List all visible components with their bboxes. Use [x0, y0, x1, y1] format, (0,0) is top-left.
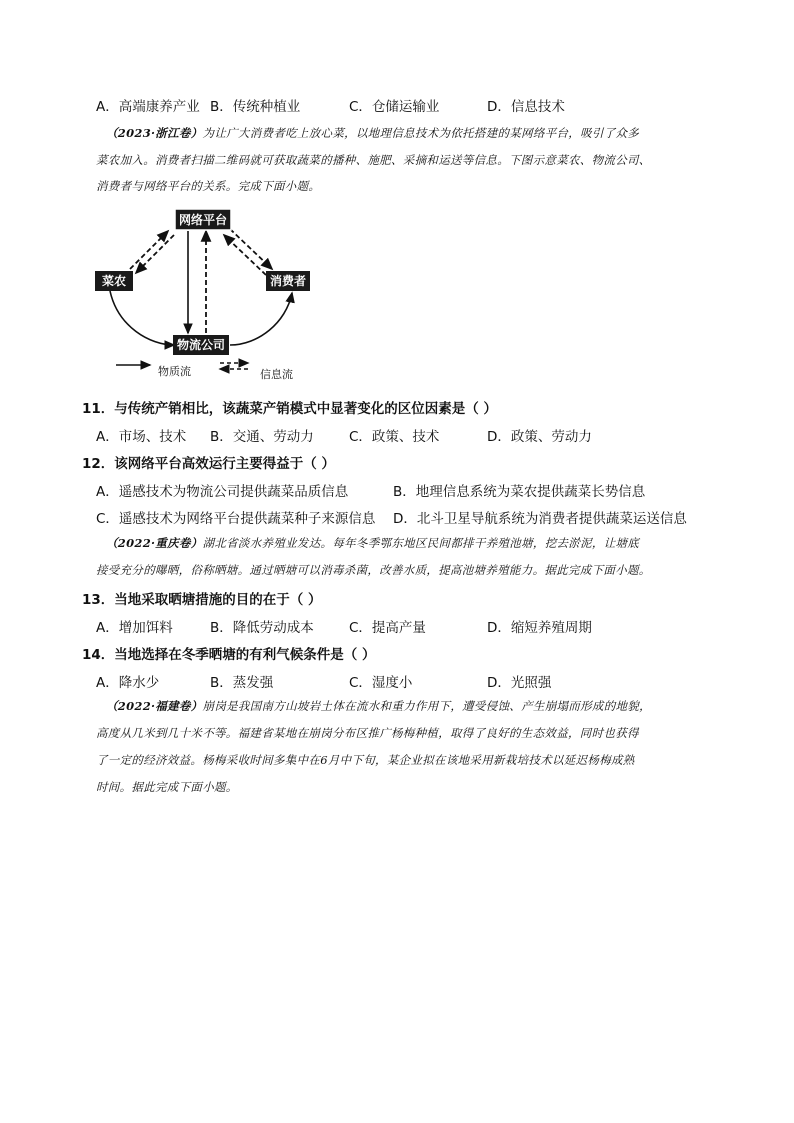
legend-info-label: 信息流 — [260, 368, 293, 381]
info-flow-platform-to-farmer — [136, 235, 174, 273]
material-zhejiang-line3: 消费者与网络平台的关系。完成下面小题。 — [96, 179, 321, 193]
q13-option-d: D．缩短养殖周期 — [487, 620, 592, 636]
q11-option-c: C．政策、技术 — [349, 429, 440, 445]
material-flow-farmer-to-logistics — [110, 291, 174, 345]
material-zhejiang-line2: 菜农加入。消费者扫描二维码就可获取蔬菜的播种、施肥、采摘和运送等信息。下图示意菜农、物流公司、 — [96, 153, 651, 167]
q14-stem: 14．当地选择在冬季晒塘的有利气候条件是（ ） — [82, 647, 376, 663]
node-consumer-label: 消费者 — [269, 274, 307, 288]
q12-option-c: C．遥感技术为网络平台提供蔬菜种子来源信息 — [96, 511, 376, 527]
q14-option-c: C．湿度小 — [349, 675, 413, 691]
platform-relation-diagram — [90, 205, 330, 385]
node-platform-label: 网络平台 — [178, 213, 228, 227]
q12-option-d: D．北斗卫星导航系统为消费者提供蔬菜运送信息 — [393, 511, 687, 527]
q12-stem: 12．该网络平台高效运行主要得益于（ ） — [82, 456, 335, 472]
q13-option-c: C．提高产量 — [349, 620, 426, 636]
node-logistics-label: 物流公司 — [176, 338, 226, 352]
material-flow-logistics-to-consumer — [230, 293, 292, 345]
info-flow-consumer-to-platform — [224, 235, 266, 275]
q12-option-a: A．遥感技术为物流公司提供蔬菜品质信息 — [96, 484, 349, 500]
q11-option-d: D．政策、劳动力 — [487, 429, 592, 445]
q14-option-b: B．蒸发强 — [210, 675, 274, 691]
q14-option-a: A．降水少 — [96, 675, 160, 691]
q10-option-a: A．高端康养产业 — [96, 99, 200, 115]
material-text: 湖北省淡水养殖业发达。每年冬季鄂东地区民间都排干养殖池塘，挖去淤泥，让塘底 — [202, 536, 640, 550]
source-tag-zhejiang: （2023·浙江卷） — [106, 126, 203, 140]
q11-option-a: A．市场、技术 — [96, 429, 187, 445]
q10-option-c: C．仓储运输业 — [349, 99, 440, 115]
info-flow-farmer-to-platform — [130, 231, 168, 269]
info-flow-platform-to-consumer — [230, 229, 272, 269]
q13-option-b: B．降低劳动成本 — [210, 620, 314, 636]
material-fujian-line4: 时间。据此完成下面小题。 — [96, 780, 238, 794]
q12-option-b: B．地理信息系统为菜农提供蔬菜长势信息 — [393, 484, 646, 500]
material-zhejiang-line1 — [106, 125, 639, 141]
node-farmer-label: 菜农 — [101, 274, 127, 288]
q11-stem: 11．与传统产销相比，该蔬菜产销模式中显著变化的区位因素是（ ） — [82, 401, 497, 417]
material-chongqing-line2: 接受充分的曝晒，俗称晒塘。通过晒塘可以消毒杀菌，改善水质，提高池塘养殖能力。据此完成下面小题。 — [96, 563, 651, 577]
source-tag-fujian: （2022·福建卷） — [106, 699, 203, 713]
q10-option-b: B．传统种植业 — [210, 99, 301, 115]
material-chongqing-line1 — [106, 535, 639, 551]
q11-option-b: B．交通、劳动力 — [210, 429, 314, 445]
q13-option-a: A．增加饵料 — [96, 620, 173, 636]
material-fujian-line1 — [106, 698, 651, 714]
q14-option-d: D．光照强 — [487, 675, 552, 691]
material-fujian-line3: 了一定的经济效益。杨梅采收时间多集中在6月中下旬，某企业拟在该地采用新栽培技术以延迟杨梅成熟 — [96, 753, 635, 767]
material-text: 崩岗是我国南方山坡岩土体在流水和重力作用下，遭受侵蚀、产生崩塌而形成的地貌， — [202, 699, 651, 713]
q13-stem: 13．当地采取晒塘措施的目的在于（ ） — [82, 592, 322, 608]
q10-option-d: D．信息技术 — [487, 99, 565, 115]
source-tag-chongqing: （2022·重庆卷） — [106, 536, 203, 550]
material-fujian-line2: 高度从几米到几十米不等。福建省某地在崩岗分布区推广杨梅种植，取得了良好的生态效益，同时也获得 — [96, 726, 639, 740]
material-text: 为让广大消费者吃上放心菜，以地理信息技术为依托搭建的某网络平台，吸引了众多 — [202, 126, 640, 140]
legend-material-label: 物质流 — [158, 365, 191, 378]
